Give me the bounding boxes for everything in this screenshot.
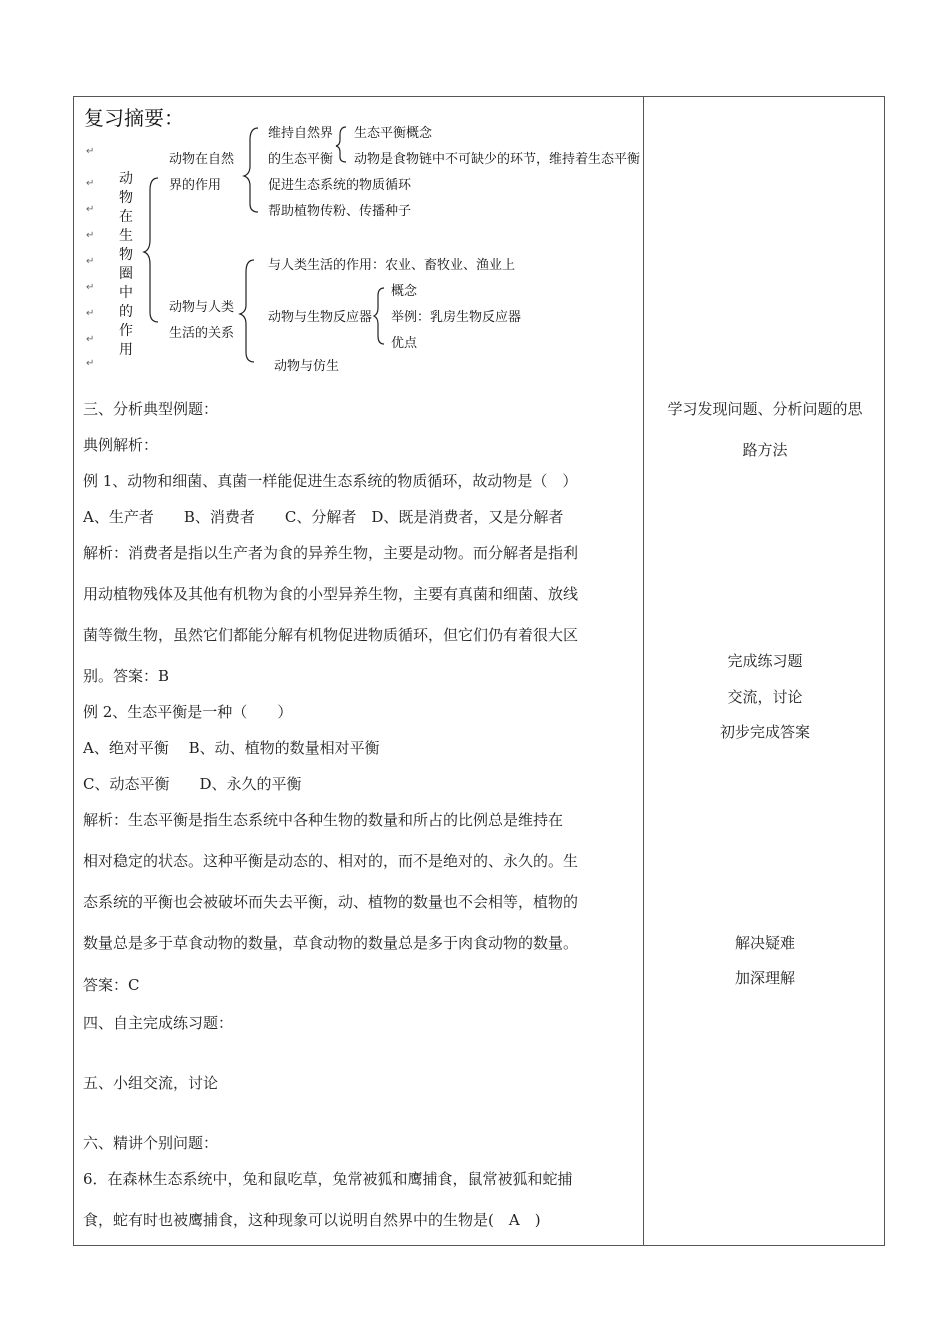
paragraph-mark: ↵: [86, 334, 95, 345]
bionics-label: 动物与仿生: [274, 359, 340, 374]
example-2-answer: 答案：C: [83, 976, 140, 994]
paragraph-mark: ↵: [86, 204, 95, 215]
human-life-label: 与人类生活的作用：农业、畜牧业、渔业上: [268, 258, 516, 273]
vertical-char: 的: [119, 304, 133, 320]
paragraph-mark: ↵: [86, 146, 95, 157]
summary-diagram: [78, 100, 640, 380]
section-6-heading: 六、精讲个别问题：: [83, 1134, 219, 1152]
vertical-char: 在: [119, 209, 133, 225]
paragraph-mark: ↵: [86, 282, 95, 293]
vertical-char: 作: [119, 323, 133, 339]
bioreactor-label: 动物与生物反应器: [268, 310, 373, 325]
concept-label: 生态平衡概念: [354, 126, 433, 141]
branch1-label-1: 动物在自然: [169, 152, 235, 167]
maintain-label-1: 维持自然界: [268, 126, 334, 141]
example-1-question: 例 1、动物和细菌、真菌一样能促进生态系统的物质循环，故动物是（ ）: [83, 472, 578, 490]
analysis-title: 典例解析：: [83, 436, 159, 454]
example-2-options: C、动态平衡 D、永久的平衡: [83, 775, 302, 793]
brace-lines: [78, 100, 640, 380]
paragraph-mark: ↵: [86, 178, 95, 189]
right-note-3: 解决疑难: [734, 934, 795, 952]
example-2-analysis: 数量总是多于草食动物的数量，草食动物的数量总是多于肉食动物的数量。: [83, 934, 579, 952]
paragraph-mark: ↵: [86, 256, 95, 267]
example-2-analysis: 相对稳定的状态。这种平衡是动态的、相对的，而不是绝对的、永久的。生: [83, 852, 579, 870]
example-1-analysis: 用动植物残体及其他有机物为食的小型异养生物，主要有真菌和细菌、放线: [83, 585, 579, 603]
vertical-char: 中: [119, 285, 133, 301]
branch2-label-2: 生活的关系: [169, 326, 235, 341]
example-1-answer: 别。答案：B: [83, 667, 170, 685]
example-2-analysis: 解析：生态平衡是指生态系统中各种生物的数量和所占的比例总是维持在: [83, 811, 564, 829]
example-1-options: A、生产者 B、消费者 C、分解者 D、既是消费者，又是分解者: [83, 508, 564, 526]
help-label: 帮助植物传粉、传播种子: [268, 204, 412, 219]
maintain-label-2: 的生态平衡: [268, 152, 334, 167]
right-note-2c: 初步完成答案: [719, 723, 810, 741]
paragraph-mark: ↵: [86, 358, 95, 369]
question-6-text: 6．在森林生态系统中，兔和鼠吃草，兔常被狐和鹰捕食，鼠常被狐和蛇捕: [83, 1170, 573, 1188]
summary-title: 复习摘要：: [84, 106, 184, 130]
vertical-char: 用: [119, 342, 133, 358]
example-1-analysis: 解析：消费者是指以生产者为食的异养生物，主要是动物。而分解者是指利: [83, 544, 579, 562]
vertical-char: 生: [119, 228, 133, 244]
bio-concept-label: 概念: [391, 284, 418, 299]
right-note-2b: 交流，讨论: [727, 688, 803, 706]
example-2-options: A、绝对平衡 B、动、植物的数量相对平衡: [83, 739, 380, 757]
example-1-analysis: 菌等微生物，虽然它们都能分解有机物促进物质循环，但它们仍有着很大区: [83, 626, 579, 644]
vertical-char: 圈: [119, 266, 133, 282]
branch2-label-1: 动物与人类: [169, 300, 235, 315]
vertical-char: 物: [119, 190, 133, 206]
paragraph-mark: ↵: [86, 308, 95, 319]
vertical-char: 物: [119, 247, 133, 263]
bio-example-label: 举例：乳房生物反应器: [391, 310, 522, 325]
example-2-question: 例 2、生态平衡是一种（ ）: [83, 703, 293, 721]
right-note-1b: 路方法: [742, 441, 788, 459]
section-5-heading: 五、小组交流，讨论: [83, 1074, 219, 1092]
example-2-analysis: 态系统的平衡也会被破坏而失去平衡，动、植物的数量也不会相等，植物的: [83, 893, 579, 911]
section-4-heading: 四、自主完成练习题：: [83, 1014, 234, 1032]
promote-label: 促进生态系统的物质循环: [268, 178, 412, 193]
right-note-1: 学习发现问题、分析问题的思: [667, 400, 863, 418]
column-divider: [643, 96, 644, 1246]
right-note-3b: 加深理解: [734, 969, 795, 987]
section-3-heading: 三、分析典型例题：: [83, 400, 219, 418]
vertical-char: 动: [119, 171, 133, 187]
question-6-text: 食，蛇有时也被鹰捕食，这种现象可以说明自然界中的生物是( A ): [83, 1211, 541, 1229]
branch1-label-2: 界的作用: [169, 178, 222, 193]
right-note-2: 完成练习题: [727, 652, 803, 670]
paragraph-mark: ↵: [86, 230, 95, 241]
food-chain-label: 动物是食物链中不可缺少的环节，维持着生态平衡: [354, 152, 641, 167]
bio-advantage-label: 优点: [391, 336, 418, 351]
